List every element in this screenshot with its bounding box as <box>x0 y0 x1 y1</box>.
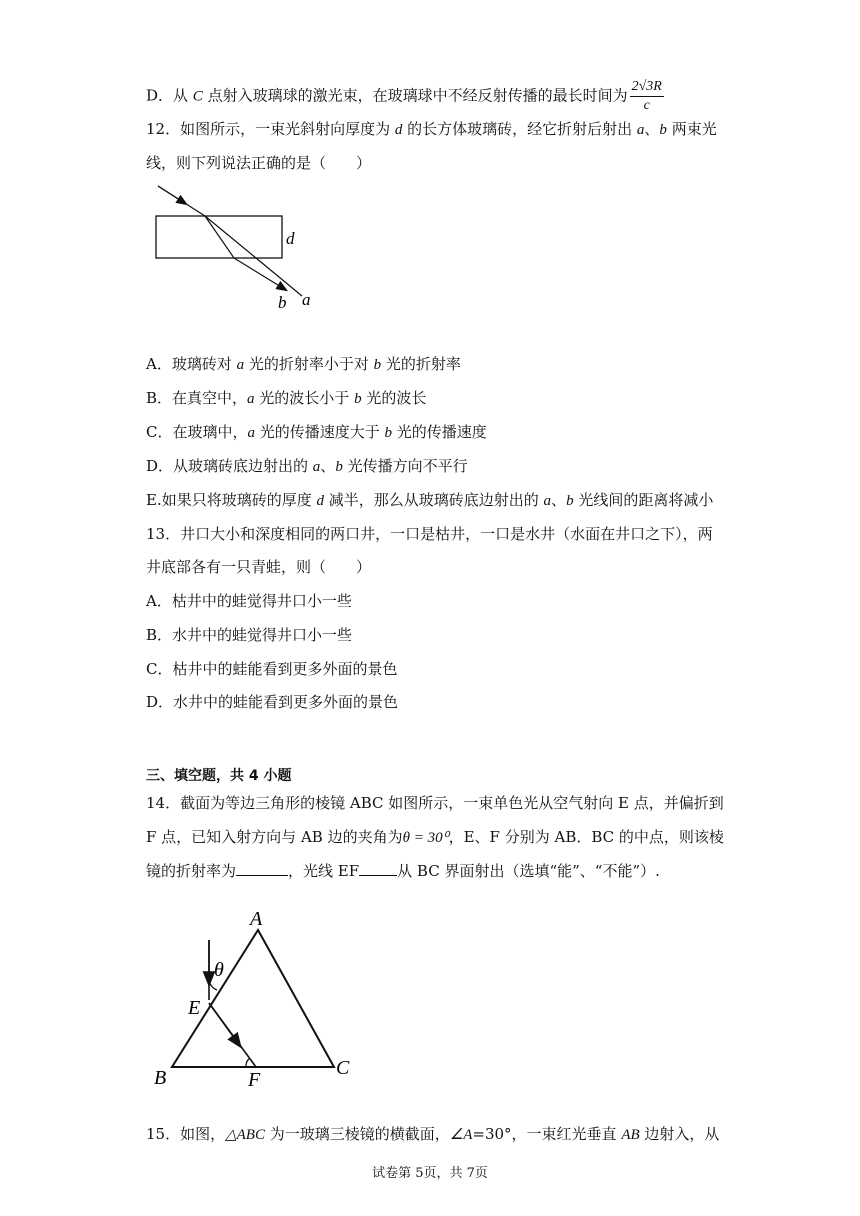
q11-fraction-numerator: 2√3R <box>630 78 664 97</box>
answer-blank-1[interactable] <box>236 875 288 876</box>
refracted-arrow <box>209 1003 240 1046</box>
q12-option-c <box>146 422 487 443</box>
q12-option-d-text: 光传播方向不平行 <box>342 457 468 475</box>
q12-option-c-text: C．在玻璃中， <box>146 423 248 441</box>
answer-blank-2[interactable] <box>359 875 397 876</box>
label-a: a <box>302 290 311 309</box>
q12-option-d-var: a <box>312 459 321 475</box>
q11-option-d <box>146 78 664 115</box>
q13-option-b: B．水井中的蛙觉得井口小一些 <box>146 626 353 644</box>
q14-stem-line3 <box>146 861 660 881</box>
q12-option-e-var: b <box>566 493 574 509</box>
q12-option-d-var: b <box>335 459 343 475</box>
q15-triangle: △ABC <box>225 1127 265 1143</box>
q12-option-e-var: d <box>316 493 324 509</box>
q13-stem-line2: 井底部各有一只青蛙，则（ ） <box>146 558 372 576</box>
q11-option-d-text-2: 点射入玻璃球的激光束，在玻璃球中不经反射传播的最长时间为 <box>202 86 628 105</box>
q14-text: F 点，已知入射方向与 AB 边的夹角为 <box>146 828 403 846</box>
label-theta: θ <box>214 959 224 981</box>
label-E: E <box>188 997 201 1019</box>
q14-stem-line2 <box>146 827 724 848</box>
label-B: B <box>154 1067 167 1089</box>
q13-option-c: C．枯井中的蛙能看到更多外面的景色 <box>146 660 398 678</box>
q12-option-a-text: 光的折射率 <box>381 355 461 373</box>
q12-option-b-text: 光的波长 <box>361 389 427 407</box>
incident-arrow <box>158 186 186 204</box>
q12-option-a-var: b <box>373 357 382 373</box>
exit-ray-b <box>234 258 286 290</box>
section-title: 三、填空题，共 4 小题 <box>146 768 292 784</box>
q14-text: ，光线 EF <box>288 862 360 880</box>
q12-text: 12．如图所示，一束光斜射向厚度为 <box>146 120 395 138</box>
q12-option-e-text: 光线间的距离将减小 <box>573 491 714 509</box>
q13-option-d: D．水井中的蛙能看到更多外面的景色 <box>146 693 399 711</box>
q12-option-c-var: b <box>384 425 393 441</box>
q11-option-d-point: C <box>192 88 203 105</box>
q11-option-d-text: D．从 <box>146 86 193 105</box>
q14-text: 从 BC 界面射出（选填“能”、“不能”）. <box>397 862 660 880</box>
q12-text: 两束光 <box>666 120 717 138</box>
q15-angle: ∠A <box>449 1127 473 1143</box>
q14-stem-line1: 14．截面为等边三角形的棱镜 ABC 如图所示，一束单色光从空气射向 E 点，并偏折到 <box>146 794 724 812</box>
q12-var-d: d <box>394 122 403 138</box>
q12-option-a <box>146 354 461 375</box>
q13-stem-line1: 13．井口大小和深度相同的两口井，一口是枯井，一口是水井（水面在井口之下），两 <box>146 525 713 543</box>
q12-option-e-text: 、 <box>551 491 567 509</box>
q12-option-b <box>146 388 426 409</box>
q15-edge: AB <box>621 1127 640 1143</box>
q12-option-e-var: a <box>543 493 552 509</box>
refracted-ray-b <box>205 216 256 258</box>
exit-ray-a <box>256 258 302 296</box>
q12-option-c-var: a <box>247 425 255 441</box>
q14-prism-figure <box>146 900 366 1100</box>
label-d: d <box>286 229 295 248</box>
q12-option-a-var: a <box>236 357 245 373</box>
q12-option-a-text: A．玻璃砖对 <box>146 355 237 373</box>
q12-stem-line2: 线，则下列说法正确的是（ ） <box>146 154 372 172</box>
q12-stem-line1 <box>146 119 717 140</box>
q12-figure <box>146 178 336 318</box>
q12-text: 的长方体玻璃砖，经它折射后射出 <box>402 120 637 138</box>
q15-text: 为一玻璃三棱镜的横截面， <box>264 1125 450 1143</box>
q12-var-a: a <box>636 122 645 138</box>
q12-option-d <box>146 456 468 477</box>
q15-text: 15．如图， <box>146 1125 226 1143</box>
q11-fraction <box>630 78 664 115</box>
q15-text: =30°，一束红光垂直 <box>472 1125 622 1143</box>
q12-option-a-text: 光的折射率小于对 <box>244 355 374 373</box>
q12-option-b-text: B．在真空中， <box>146 389 248 407</box>
label-b: b <box>278 293 287 312</box>
q12-option-d-text: D．从玻璃砖底边射出的 <box>146 457 313 475</box>
q12-option-c-text: 光的传播速度大于 <box>254 423 385 441</box>
q14-text: ，E、F 分别为 AB．BC 的中点，则该棱 <box>448 828 724 846</box>
q14-theta-value: θ = 30⁰ <box>402 830 449 846</box>
q12-text: 、 <box>644 120 660 138</box>
q12-option-e <box>146 490 713 511</box>
q14-text: 镜的折射率为 <box>146 862 237 880</box>
q12-var-b: b <box>659 122 667 138</box>
q15-stem-line1 <box>146 1124 719 1145</box>
q12-option-b-var: a <box>247 391 255 407</box>
q12-option-e-text: 减半，那么从玻璃砖底边射出的 <box>324 491 544 509</box>
q12-option-e-text: E.如果只将玻璃砖的厚度 <box>146 491 317 509</box>
q15-text: 边射入，从 <box>639 1125 720 1143</box>
page-footer: 试卷第 5页，共 7页 <box>372 1166 488 1181</box>
q13-option-a: A．枯井中的蛙觉得井口小一些 <box>146 592 352 610</box>
q12-option-c-text: 光的传播速度 <box>392 423 487 441</box>
q11-fraction-denominator: c <box>643 98 650 113</box>
label-A: A <box>250 908 263 930</box>
q12-option-b-var: b <box>354 391 362 407</box>
theta-angle-arc <box>209 980 217 990</box>
q12-option-b-text: 光的波长小于 <box>254 389 355 407</box>
q12-option-d-text: 、 <box>320 457 336 475</box>
label-F: F <box>248 1069 261 1091</box>
label-C: C <box>336 1057 350 1079</box>
